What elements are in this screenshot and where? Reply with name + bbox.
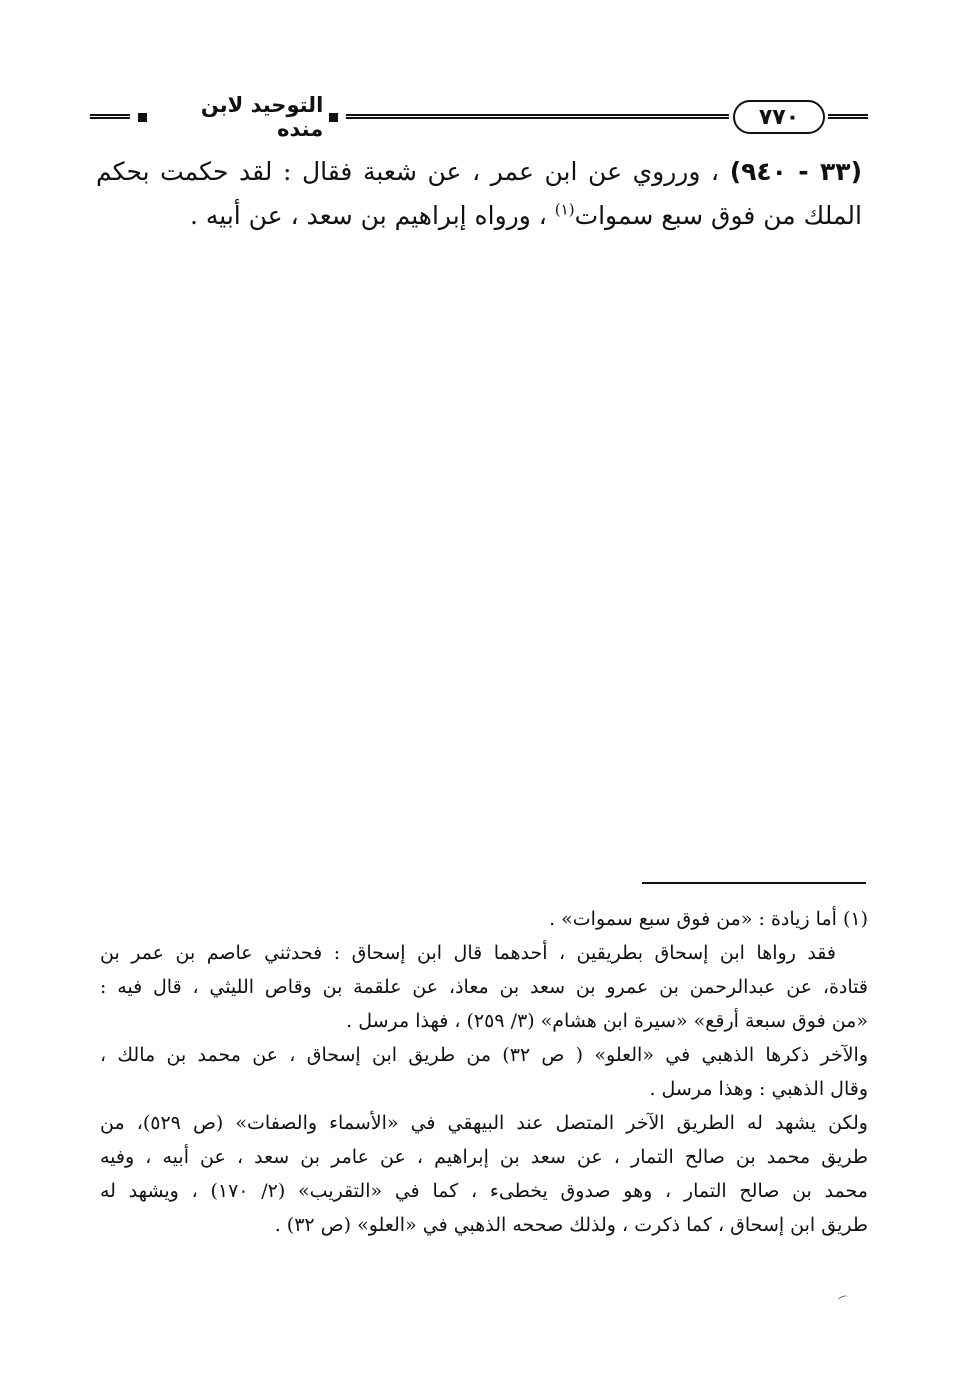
square-bullet-icon (329, 113, 338, 122)
footnotes (100, 902, 868, 1242)
hadith-text-part2: ، ورواه إبراهيم بن سعد ، عن أبيه . (189, 201, 555, 230)
footnote-line: وقال الذهبي : وهذا مرسل . (649, 1078, 868, 1100)
footnote-line: ولكن يشهد له الطريق الآخر المتصل عند البيهقي في «الأسماء والصفات» (ص ٥٢٩)، من (100, 1112, 868, 1134)
footnote-line: محمد بن صالح التمار ، وهو صدوق يخطىء ، كما في «التقريب» (٢/ ١٧٠) ، ويشهد له (100, 1180, 868, 1202)
header-rule-right (828, 114, 868, 119)
page-number: ٧٧٠ (733, 100, 825, 134)
hadith-paragraph (96, 150, 862, 238)
footnote-line: والآخر ذكرها الذهبي في «العلو» ( ص ٣٢) من طريق ابن إسحاق ، عن محمد بن مالك ، (100, 1044, 868, 1066)
square-bullet-icon (138, 113, 147, 122)
footnote-line: طريق محمد بن صالح التمار ، عن سعد بن إبراهيم ، عن عامر بن سعد ، عن أبيه ، وفيه (100, 1146, 868, 1168)
running-title-text: التوحيد لابن منده (200, 93, 324, 141)
hadith-text-part1: ، ورروي عن ابن عمر ، عن شعبة فقال : لقد حكمت بحكم الملك من فوق سبع سموات (96, 157, 862, 230)
scan-mark (837, 1294, 848, 1302)
footnote-line: (١) أما زيادة : «من فوق سبع سموات» . (549, 908, 868, 930)
footnote-line: طريق ابن إسحاق ، كما ذكرت ، ولذلك صححه الذهبي في «العلو» (ص ٣٢) . (274, 1214, 868, 1236)
footnote-line: قتادة، عن عبدالرحمن بن عمرو بن سعد بن معاذ، عن علقمة بن وقاص الليثي ، قال فيه : (100, 976, 868, 998)
footnote-line: «من فوق سبعة أرقع» «سيرة ابن هشام» (٣/ ٢٥٩) ، فهذا مرسل . (346, 1010, 868, 1032)
hadith-number: (٣٣ - ٩٤٠) (729, 157, 862, 186)
running-title (138, 93, 338, 141)
header-rule-left (90, 114, 130, 119)
page-header (90, 93, 868, 142)
header-rule-middle (346, 114, 729, 119)
footnote-separator (642, 882, 866, 884)
footnote-reference[interactable]: (١) (554, 200, 575, 219)
footnote-line: فقد رواها ابن إسحاق بطريقين ، أحدهما قال ابن إسحاق : فحدثني عاصم بن عمر بن (100, 942, 836, 964)
